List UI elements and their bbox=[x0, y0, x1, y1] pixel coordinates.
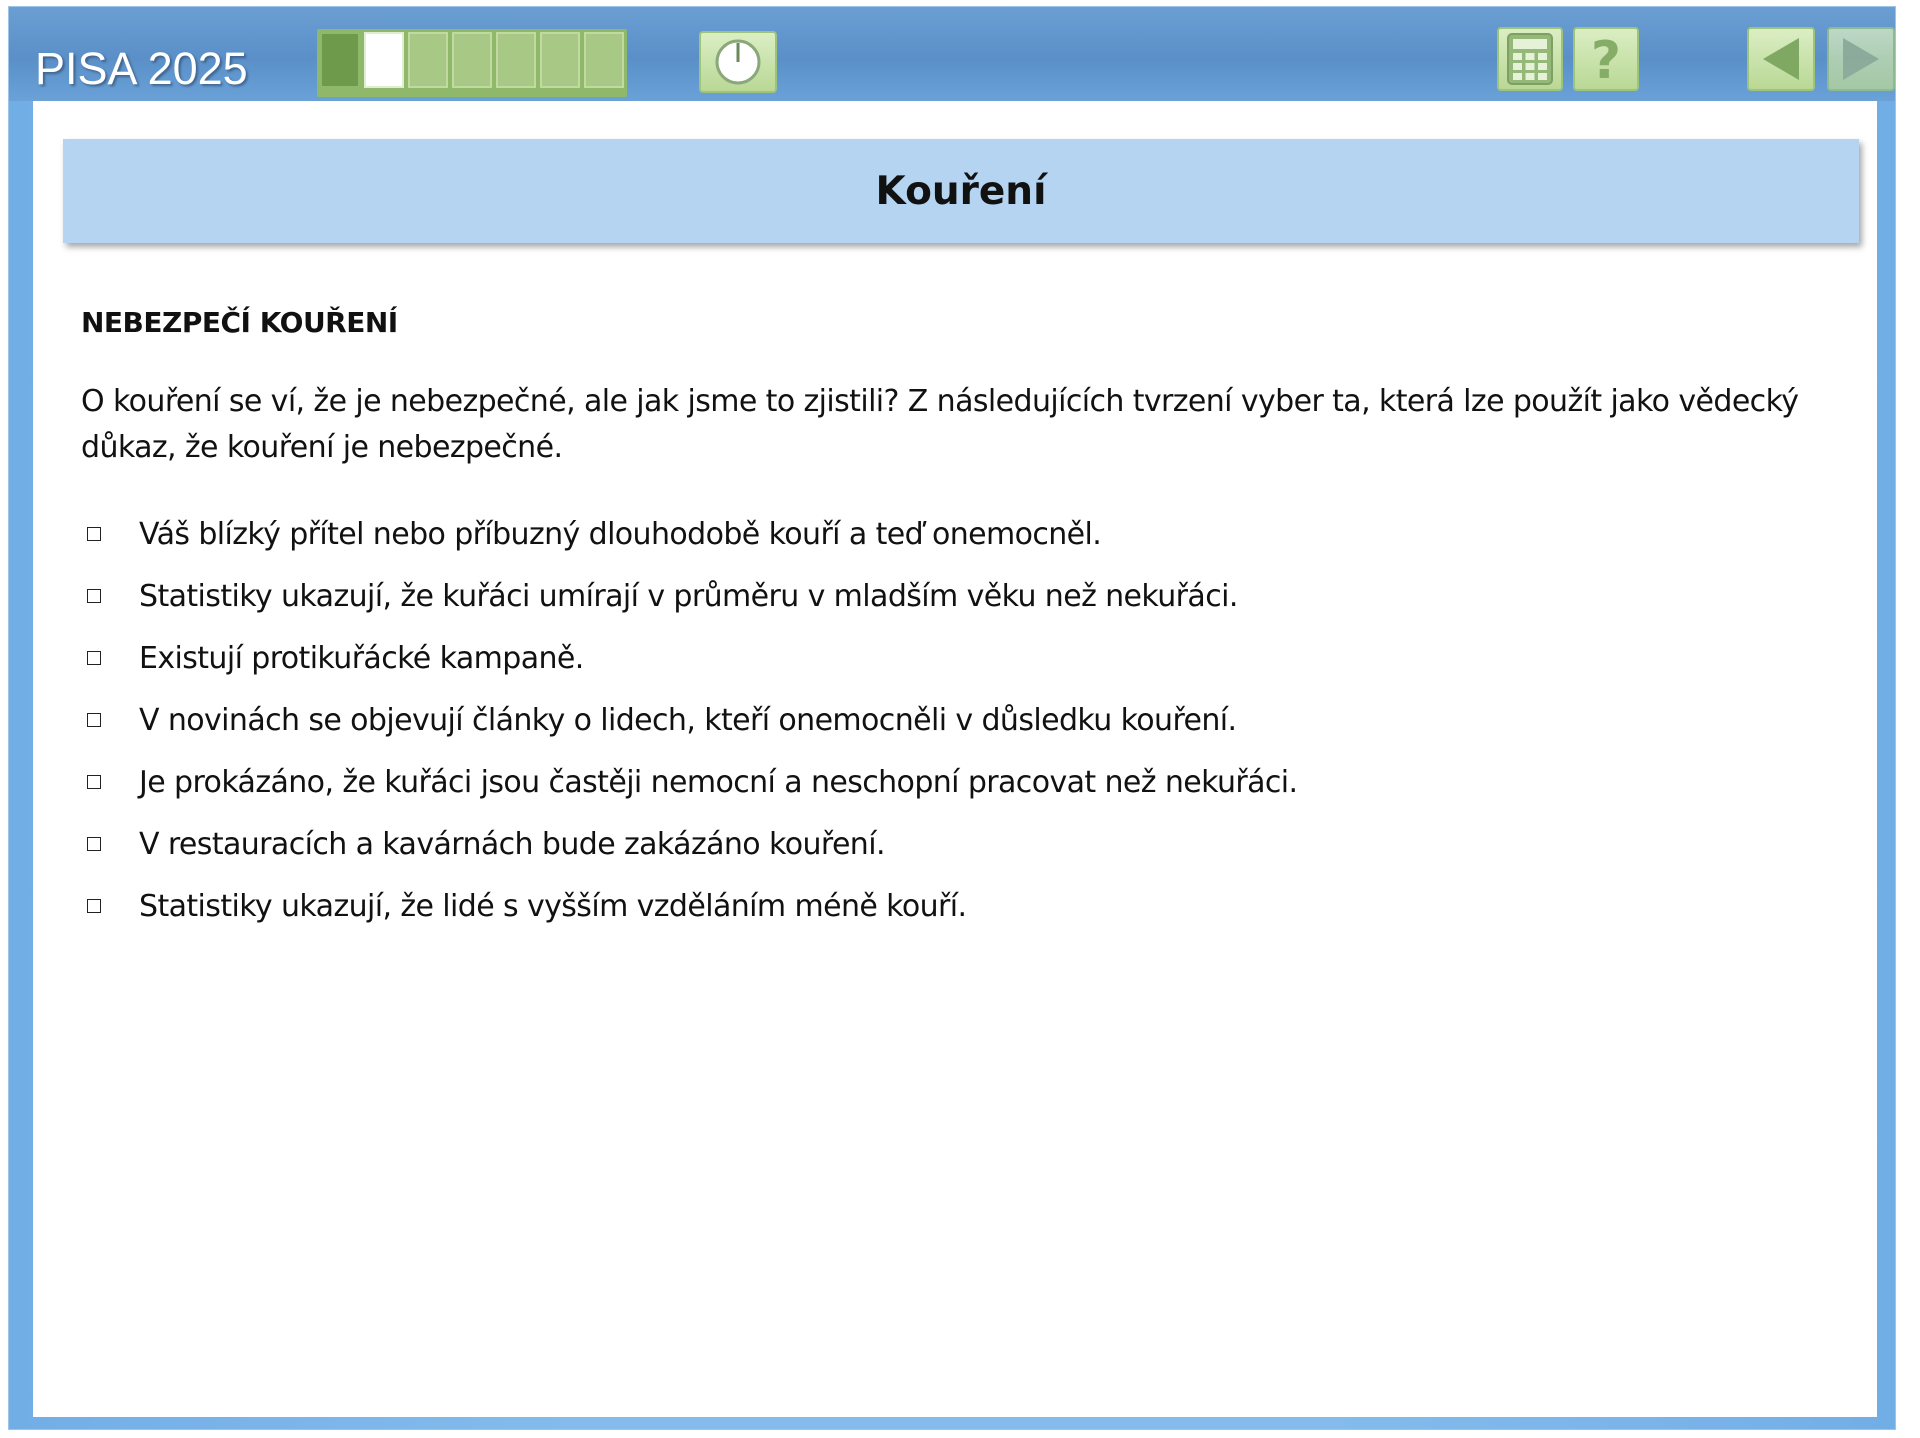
timer-button[interactable] bbox=[699, 31, 777, 93]
section-heading: NEBEZPEČÍ KOUŘENÍ bbox=[81, 306, 398, 339]
brand-title: PISA 2025 bbox=[35, 43, 248, 94]
progress-segment bbox=[584, 32, 624, 88]
progress-segment bbox=[496, 32, 536, 88]
progress-segment bbox=[408, 32, 448, 88]
checkbox[interactable] bbox=[87, 651, 101, 665]
answer-option[interactable] bbox=[81, 627, 1821, 689]
answer-option-label: V novinách se objevují články o lidech, kteří onemocněli v důsledku kouření. bbox=[139, 702, 1237, 738]
unit-title: Kouření bbox=[875, 168, 1047, 214]
answer-option[interactable] bbox=[81, 751, 1821, 813]
checkbox[interactable] bbox=[87, 527, 101, 541]
answer-option[interactable] bbox=[81, 813, 1821, 875]
progress-segment-current bbox=[364, 32, 404, 88]
help-icon bbox=[1584, 32, 1628, 86]
answer-option-label: Je prokázáno, že kuřáci jsou častěji nemocní a neschopní pracovat než nekuřáci. bbox=[139, 764, 1298, 800]
top-toolbar bbox=[9, 7, 1895, 101]
answer-option-label: Váš blízký přítel nebo příbuzný dlouhodobě kouří a teď onemocněl. bbox=[139, 516, 1102, 552]
app-frame bbox=[8, 6, 1896, 1430]
question-panel bbox=[33, 101, 1877, 1417]
back-button[interactable] bbox=[1747, 27, 1815, 91]
unit-title-bar bbox=[63, 139, 1859, 243]
progress-segment bbox=[540, 32, 580, 88]
next-arrow-icon bbox=[1837, 34, 1885, 84]
checkbox[interactable] bbox=[87, 713, 101, 727]
answer-option-label: Statistiky ukazují, že lidé s vyšším vzděláním méně kouří. bbox=[139, 888, 967, 924]
answer-option-label: Existují protikuřácké kampaně. bbox=[139, 640, 584, 676]
answer-option[interactable] bbox=[81, 875, 1821, 937]
help-button[interactable] bbox=[1573, 27, 1639, 91]
answer-option[interactable] bbox=[81, 565, 1821, 627]
progress-bar bbox=[317, 29, 627, 97]
progress-segment-completed bbox=[320, 32, 360, 88]
answer-options bbox=[81, 503, 1821, 937]
checkbox[interactable] bbox=[87, 899, 101, 913]
answer-option-label: V restauracích a kavárnách bude zakázáno kouření. bbox=[139, 826, 885, 862]
next-button[interactable] bbox=[1827, 27, 1895, 91]
timer-icon bbox=[713, 37, 763, 87]
progress-segment bbox=[452, 32, 492, 88]
answer-option-label: Statistiky ukazují, že kuřáci umírají v průměru v mladším věku než nekuřáci. bbox=[139, 578, 1238, 614]
svg-text:?: ? bbox=[1590, 32, 1622, 86]
back-arrow-icon bbox=[1757, 34, 1805, 84]
answer-option[interactable] bbox=[81, 689, 1821, 751]
checkbox[interactable] bbox=[87, 589, 101, 603]
calculator-icon bbox=[1505, 32, 1555, 86]
calculator-button[interactable] bbox=[1497, 27, 1563, 91]
answer-option[interactable] bbox=[81, 503, 1821, 565]
checkbox[interactable] bbox=[87, 775, 101, 789]
question-text: O kouření se ví, že je nebezpečné, ale jak jsme to zjistili? Z následujících tvrzení vyber ta, která lze použít jako vědecký důkaz, že kouření je nebezpečné. bbox=[81, 384, 1799, 465]
checkbox[interactable] bbox=[87, 837, 101, 851]
